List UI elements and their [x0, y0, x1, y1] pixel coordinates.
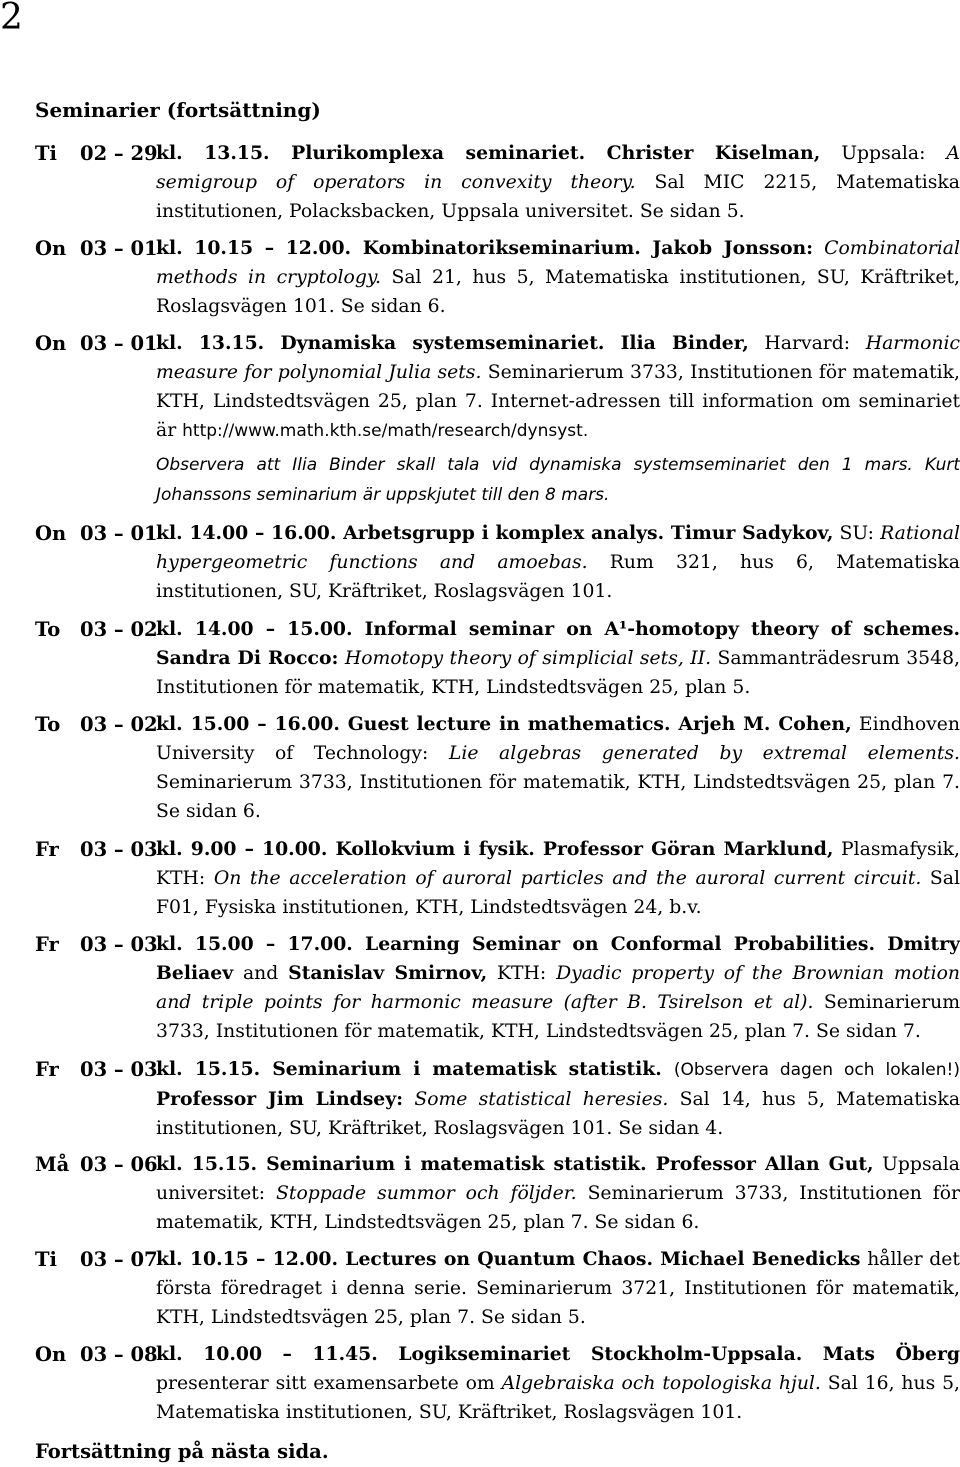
entry-notice: (Observera dagen och lokalen!) — [673, 1060, 960, 1080]
entry-affiliation: Uppsala universitet: — [156, 1154, 960, 1204]
seminar-entry — [35, 1055, 960, 1143]
entry-speaker: Professor Allan Gut, — [655, 1153, 874, 1175]
seminar-entry — [35, 234, 960, 321]
entry-day: Må — [35, 1153, 70, 1176]
seminar-entry — [35, 1340, 960, 1427]
entry-body — [156, 835, 960, 922]
entry-time: kl. 15.00 – 17.00. — [156, 933, 365, 955]
entry-talk-title: Combinatorial methods in cryptology. — [156, 238, 960, 288]
entry-day: On — [35, 522, 67, 545]
entry-body — [156, 1340, 960, 1427]
entry-details: Seminarierum 3733, Institutionen för matematik, KTH, Lindstedtsvägen 25, plan 7. Se sidan 6. — [156, 1183, 960, 1233]
entry-date: 03 – 01 — [80, 522, 158, 545]
entry-note-block — [156, 450, 960, 510]
entry-details: Sammanträdesrum 3548, Institutionen för matematik, KTH, Lindstedtsvägen 25, plan 5. — [156, 648, 960, 698]
entry-affiliation — [403, 1089, 414, 1110]
entry-title: Kollokvium i fysik. — [335, 838, 543, 860]
entry-speaker: Christer Kiselman, — [606, 142, 821, 164]
entry-affiliation: presenterar sitt examensarbete om — [156, 1373, 502, 1394]
entry-details: Sal MIC 2215, Matematiska institutionen, Polacksbacken, Uppsala universitet. Se sidan 5. — [156, 172, 960, 222]
entry-talk-title: Rational hypergeometric functions and amoebas. — [156, 523, 960, 573]
entry-title: Dynamiska systemseminariet. — [280, 332, 621, 354]
entry-date: 03 – 01 — [80, 332, 158, 355]
entry-speaker: Professor Jim Lindsey: — [156, 1088, 404, 1110]
entry-speaker: Michael Benedicks — [660, 1248, 861, 1270]
entry-details: Seminarierum 3733, Institutionen för matematik, KTH, Lindstedtsvägen 25, plan 7. Se sidan 6. — [156, 772, 960, 822]
entry-date: 03 – 08 — [80, 1343, 158, 1366]
entry-day: To — [35, 713, 61, 736]
entry-date: 03 – 07 — [80, 1248, 158, 1271]
entry-body — [156, 710, 960, 826]
entry-date: 03 – 01 — [80, 237, 158, 260]
continuation-note: Fortsättning på nästa sida. — [35, 1440, 329, 1463]
entry-speaker: Stanislav Smirnov, — [288, 962, 488, 984]
entry-affiliation: Harvard: — [748, 333, 866, 354]
entry-date: 03 – 03 — [80, 838, 158, 861]
entry-date: 03 – 02 — [80, 713, 158, 736]
entry-date: 02 – 29 — [80, 142, 158, 165]
entry-body — [156, 1150, 960, 1237]
entry-affiliation: Uppsala: — [820, 143, 947, 164]
entry-body — [156, 1245, 960, 1332]
entry-talk-title: Stoppade summor och följder. — [276, 1183, 577, 1204]
entry-day: To — [35, 618, 61, 641]
entry-title: Seminarium i matematisk statistik. — [266, 1153, 656, 1175]
entry-details: Sal F01, Fysiska institutionen, KTH, Lindstedtsvägen 24, b.v. — [156, 868, 960, 918]
entry-details: Sal 16, hus 5, Matematiska institutionen, SU, Kräftriket, Roslagsvägen 101. — [156, 1373, 960, 1423]
entry-speaker: Timur Sadykov, — [670, 522, 834, 544]
entry-talk-title: Dyadic property of the Brownian motion and triple points for harmonic measure (after B. Tsirelson et al). — [156, 963, 960, 1013]
entry-speaker: Sandra Di Rocco: — [156, 647, 339, 669]
entry-details: Seminarierum 3733, Institutionen för matematik, KTH, Lindstedtsvägen 25, plan 7. Internet-adressen till information om seminariet är — [156, 362, 960, 441]
entry-talk-title: Harmonic measure for polynomial Julia sets. — [156, 333, 960, 383]
entry-details: Seminarierum 3733, Institutionen för matematik, KTH, Lindstedtsvägen 25, plan 7. Se sidan 7. — [156, 992, 960, 1042]
entry-body — [156, 519, 960, 606]
entry-time: kl. 15.15. — [156, 1153, 267, 1175]
entry-title: Logikseminariet Stockholm-Uppsala. — [398, 1343, 823, 1365]
entry-day: Fr — [35, 838, 59, 861]
entry-time: kl. 15.15. — [156, 1058, 273, 1080]
entry-time: kl. 14.00 – 16.00. — [156, 522, 344, 544]
entry-day: Fr — [35, 933, 59, 956]
seminar-entry — [35, 710, 960, 826]
entry-day: On — [35, 332, 67, 355]
entry-affiliation — [813, 238, 824, 259]
entry-talk-title: Some statistical heresies. — [414, 1089, 669, 1110]
entry-affiliation: håller det första föredraget i denna serie. — [156, 1249, 960, 1299]
entry-body — [156, 615, 960, 702]
entry-body — [156, 139, 960, 226]
seminar-entry — [35, 930, 960, 1046]
entry-talk-title: On the acceleration of auroral particles and the auroral current circuit. — [213, 868, 922, 889]
entry-body — [156, 329, 960, 446]
entry-date: 03 – 03 — [80, 933, 158, 956]
seminar-entry — [35, 139, 960, 226]
entry-affiliation: Eindhoven University of Technology: — [156, 714, 960, 764]
seminar-entry — [35, 519, 960, 606]
seminar-entry — [35, 1150, 960, 1237]
entry-talk-title: A semigroup of operators in convexity theory. — [156, 143, 960, 193]
entry-time: kl. 13.15. — [156, 142, 292, 164]
entry-details: Seminarierum 3721, Institutionen för matematik, KTH, Lindstedtsvägen 25, plan 7. Se sidan 5. — [156, 1278, 960, 1328]
entry-date: 03 – 06 — [80, 1153, 158, 1176]
entry-title: Learning Seminar on Conformal Probabilities. — [364, 933, 888, 955]
page-number: 2 — [0, 0, 23, 38]
entry-body — [156, 1055, 960, 1143]
entry-speaker: Jakob Jonsson: — [652, 237, 814, 259]
entry-time: kl. 10.15 – 12.00. — [156, 237, 363, 259]
entry-title: Informal seminar on A¹-homotopy theory of schemes. — [364, 618, 960, 640]
entry-day: Ti — [35, 142, 57, 165]
entry-url: http://www.math.kth.se/math/research/dynsyst. — [182, 421, 589, 441]
entry-details: Rum 321, hus 6, Matematiska institutionen, SU, Kräftriket, Roslagsvägen 101. — [156, 552, 960, 602]
entry-time: kl. 10.00 – 11.45. — [156, 1343, 399, 1365]
entry-affiliation: Plasmafysik, KTH: — [156, 839, 960, 889]
entry-title: Kombinatorikseminarium. — [362, 237, 653, 259]
entry-time: kl. 10.15 – 12.00. — [156, 1248, 346, 1270]
entry-body — [156, 234, 960, 321]
entry-title: Plurikomplexa seminariet. — [291, 142, 607, 164]
entry-date: 03 – 02 — [80, 618, 158, 641]
entry-title: Lectures on Quantum Chaos. — [345, 1248, 661, 1270]
entry-details: Sal 14, hus 5, Matematiska institutionen, SU, Kräftriket, Roslagsvägen 101. Se sidan 4. — [156, 1089, 960, 1139]
entry-title: Arbetsgrupp i komplex analys. — [343, 522, 671, 544]
entry-time: kl. 9.00 – 10.00. — [156, 838, 336, 860]
entry-speaker-join: and — [233, 963, 289, 984]
entry-day: On — [35, 1343, 67, 1366]
entry-speaker: Professor Göran Marklund, — [542, 838, 834, 860]
entry-talk-title: Homotopy theory of simplicial sets, II. — [344, 648, 712, 669]
entry-affiliation: SU: — [833, 523, 881, 544]
seminar-entry — [35, 835, 960, 922]
entry-speaker: Mats Öberg — [822, 1343, 960, 1365]
entry-speaker: Ilia Binder, — [620, 332, 749, 354]
entry-speaker: Arjeh M. Cohen, — [678, 713, 852, 735]
entry-day: Ti — [35, 1248, 57, 1271]
seminar-entry — [35, 1245, 960, 1332]
entry-speaker: Dmitry Beliaev — [156, 933, 960, 984]
entry-day: Fr — [35, 1058, 59, 1081]
entry-day: On — [35, 237, 67, 260]
entry-affiliation: KTH: — [487, 963, 557, 984]
seminar-entry — [35, 615, 960, 702]
entry-note: Observera att Ilia Binder skall tala vid dynamiska systemseminariet den 1 mars. Kurt Johanssons seminarium är uppskjutet till den 8 mars. — [156, 455, 960, 505]
entry-talk-title: Algebraiska och topologiska hjul. — [501, 1373, 821, 1394]
entry-time: kl. 13.15. — [156, 332, 281, 354]
entry-title: Guest lecture in mathematics. — [347, 713, 679, 735]
entry-time: kl. 15.00 – 16.00. — [156, 713, 348, 735]
entry-details: Sal 21, hus 5, Matematiska institutionen, SU, Kräftriket, Roslagsvägen 101. Se sidan 6. — [156, 267, 960, 317]
entry-time: kl. 14.00 – 15.00. — [156, 618, 365, 640]
seminar-entry — [35, 329, 960, 510]
entry-body — [156, 930, 960, 1046]
entry-title: Seminarium i matematisk statistik. — [272, 1058, 674, 1080]
entry-date: 03 – 03 — [80, 1058, 158, 1081]
section-heading: Seminarier (fortsättning) — [35, 98, 321, 122]
entry-talk-title: Lie algebras generated by extremal elements. — [448, 743, 960, 764]
